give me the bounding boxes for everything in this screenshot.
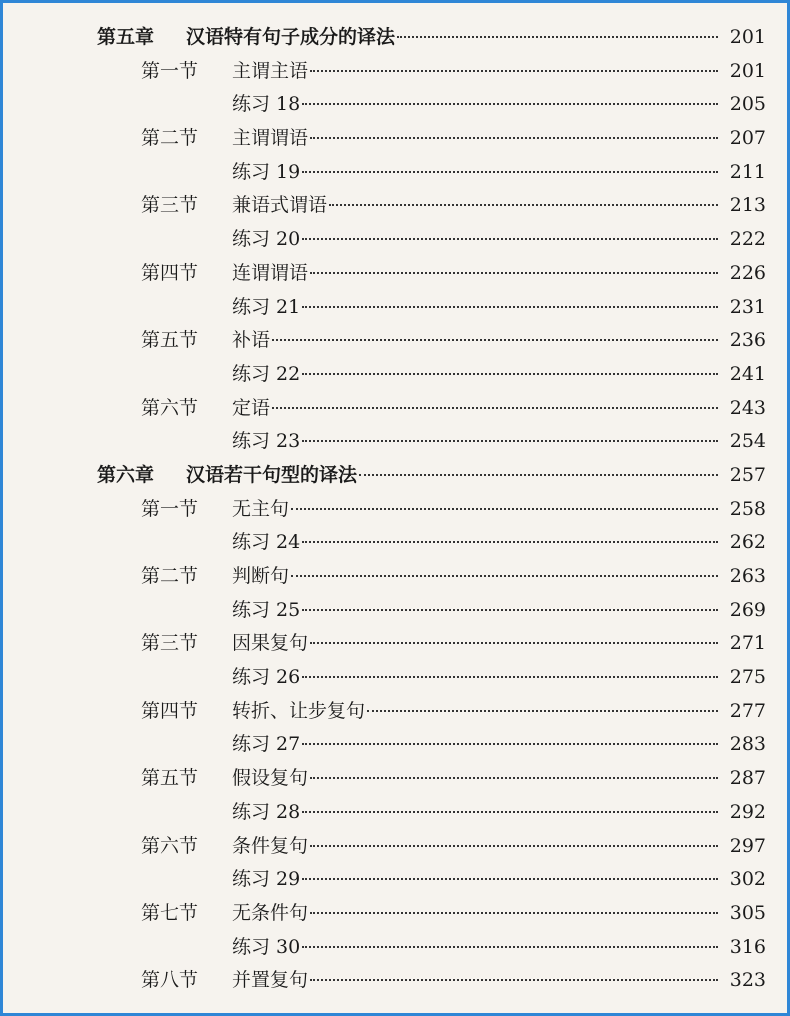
entry-title-line bbox=[186, 459, 724, 493]
dot-leader bbox=[302, 743, 718, 745]
entry-title-line bbox=[232, 728, 724, 762]
entry-title: 主谓谓语 bbox=[232, 127, 309, 150]
dot-leader bbox=[310, 70, 718, 72]
section-number: 第七节 bbox=[141, 901, 199, 924]
entry-title: 练习 18 bbox=[232, 93, 301, 116]
dot-leader bbox=[302, 676, 718, 678]
toc-entry-section bbox=[0, 560, 790, 594]
dot-leader bbox=[310, 777, 718, 779]
toc-entry-exercise bbox=[0, 796, 790, 830]
entry-title-line bbox=[232, 560, 724, 594]
toc-entry-section bbox=[0, 627, 790, 661]
toc-entry-section bbox=[0, 122, 790, 156]
dot-leader bbox=[310, 912, 718, 914]
entry-title: 转折、让步复句 bbox=[232, 699, 366, 722]
entry-title-line bbox=[232, 425, 724, 459]
page-number: 243 bbox=[729, 396, 766, 419]
page-number: 263 bbox=[729, 565, 766, 587]
page-number: 258 bbox=[729, 497, 766, 520]
toc-entry-exercise bbox=[0, 156, 790, 190]
toc-entry-exercise bbox=[0, 863, 790, 897]
toc-entry-exercise bbox=[0, 594, 790, 628]
chapter-number: 第五章 bbox=[97, 26, 155, 48]
entry-title: 定语 bbox=[232, 396, 271, 419]
page-number: 254 bbox=[729, 430, 766, 453]
page-number: 287 bbox=[729, 767, 766, 790]
entry-title: 无条件句 bbox=[232, 901, 309, 924]
toc-entry-section bbox=[0, 55, 790, 89]
entry-title: 练习 26 bbox=[232, 666, 301, 689]
entry-title: 汉语特有句子成分的译法 bbox=[186, 26, 396, 48]
entry-title-line bbox=[232, 897, 724, 931]
entry-title: 练习 21 bbox=[232, 295, 301, 318]
entry-title: 并置复句 bbox=[232, 969, 309, 992]
toc-entry-exercise bbox=[0, 931, 790, 965]
section-number: 第四节 bbox=[141, 261, 199, 284]
section-number: 第三节 bbox=[141, 632, 199, 655]
entry-title-line bbox=[232, 324, 724, 358]
toc-entry-section bbox=[0, 493, 790, 527]
page-number: 211 bbox=[729, 160, 766, 183]
entry-title: 假设复句 bbox=[232, 767, 309, 790]
entry-title: 因果复句 bbox=[232, 632, 309, 655]
toc-entry-section bbox=[0, 324, 790, 358]
section-number: 第一节 bbox=[141, 59, 199, 82]
toc-entry-section bbox=[0, 762, 790, 796]
entry-title-line bbox=[232, 863, 724, 897]
page-number: 222 bbox=[729, 228, 766, 251]
entry-title: 练习 28 bbox=[232, 800, 301, 823]
dot-leader bbox=[302, 306, 718, 308]
section-number: 第一节 bbox=[141, 497, 199, 520]
dot-leader bbox=[302, 811, 718, 813]
toc-entry-chapter bbox=[0, 459, 790, 493]
entry-title: 练习 23 bbox=[232, 430, 301, 453]
entry-title-line bbox=[232, 223, 724, 257]
entry-title: 练习 24 bbox=[232, 531, 301, 554]
entry-title-line bbox=[232, 627, 724, 661]
page-number: 305 bbox=[729, 901, 766, 924]
page-number: 201 bbox=[729, 26, 766, 48]
dot-leader bbox=[302, 103, 718, 105]
entry-title: 练习 25 bbox=[232, 598, 301, 621]
entry-title-line bbox=[232, 762, 724, 796]
entry-title-line bbox=[232, 156, 724, 190]
page-number: 292 bbox=[729, 800, 766, 823]
dot-leader bbox=[291, 508, 718, 510]
section-number: 第二节 bbox=[141, 565, 199, 587]
page-number: 207 bbox=[729, 127, 766, 150]
dot-leader bbox=[302, 238, 718, 240]
section-number: 第六节 bbox=[141, 834, 199, 857]
page-number: 297 bbox=[729, 834, 766, 857]
section-number: 第二节 bbox=[141, 127, 199, 150]
toc-entry-section bbox=[0, 964, 790, 998]
page-number: 269 bbox=[729, 598, 766, 621]
toc-entry-exercise bbox=[0, 358, 790, 392]
toc-entry-section bbox=[0, 830, 790, 864]
entry-title-line bbox=[232, 661, 724, 695]
dot-leader bbox=[302, 541, 718, 543]
dot-leader bbox=[397, 36, 718, 38]
page-number: 302 bbox=[729, 868, 766, 891]
dot-leader bbox=[310, 137, 718, 139]
dot-leader bbox=[302, 609, 718, 611]
entry-title: 练习 22 bbox=[232, 362, 301, 385]
entry-title-line bbox=[232, 88, 724, 122]
toc-entry-section bbox=[0, 695, 790, 729]
entry-title: 汉语若干句型的译法 bbox=[186, 463, 358, 486]
dot-leader bbox=[302, 878, 718, 880]
page-number: 231 bbox=[729, 295, 766, 318]
chapter-number: 第六章 bbox=[97, 463, 155, 486]
dot-leader bbox=[291, 575, 718, 577]
toc-entry-exercise bbox=[0, 661, 790, 695]
section-number: 第三节 bbox=[141, 194, 199, 217]
toc-entry-exercise bbox=[0, 425, 790, 459]
entry-title-line bbox=[232, 964, 724, 998]
entry-title-line bbox=[232, 291, 724, 325]
toc-entry-chapter bbox=[0, 21, 790, 55]
page-number: 262 bbox=[729, 531, 766, 554]
dot-leader bbox=[272, 339, 718, 341]
entry-title-line bbox=[232, 122, 724, 156]
entry-title-line bbox=[232, 358, 724, 392]
entry-title: 无主句 bbox=[232, 497, 290, 520]
page-number: 277 bbox=[729, 699, 766, 722]
page-number: 271 bbox=[729, 632, 766, 655]
table-of-contents bbox=[0, 21, 790, 998]
section-number: 第五节 bbox=[141, 329, 199, 352]
page-number: 226 bbox=[729, 261, 766, 284]
toc-entry-section bbox=[0, 257, 790, 291]
page-number: 275 bbox=[729, 666, 766, 689]
section-number: 第六节 bbox=[141, 396, 199, 419]
entry-title-line bbox=[232, 931, 724, 965]
entry-title-line bbox=[232, 189, 724, 223]
entry-title: 练习 19 bbox=[232, 160, 301, 183]
dot-leader bbox=[310, 979, 718, 981]
dot-leader bbox=[310, 272, 718, 274]
entry-title: 条件复句 bbox=[232, 834, 309, 857]
page-number: 316 bbox=[729, 935, 766, 958]
entry-title-line bbox=[232, 695, 724, 729]
section-number: 第五节 bbox=[141, 767, 199, 790]
dot-leader bbox=[302, 373, 718, 375]
dot-leader bbox=[302, 946, 718, 948]
page-number: 236 bbox=[729, 329, 766, 352]
dot-leader bbox=[302, 171, 718, 173]
entry-title-line bbox=[186, 21, 724, 55]
dot-leader bbox=[302, 440, 718, 442]
entry-title: 连谓谓语 bbox=[232, 261, 309, 284]
entry-title-line bbox=[232, 526, 724, 560]
entry-title: 练习 20 bbox=[232, 228, 301, 251]
page-number: 323 bbox=[729, 969, 766, 992]
toc-entry-section bbox=[0, 189, 790, 223]
page-number: 283 bbox=[729, 733, 766, 756]
entry-title: 主谓主语 bbox=[232, 59, 309, 82]
dot-leader bbox=[359, 474, 718, 476]
entry-title-line bbox=[232, 594, 724, 628]
page-number: 241 bbox=[729, 362, 766, 385]
entry-title: 练习 30 bbox=[232, 935, 301, 958]
toc-entry-exercise bbox=[0, 526, 790, 560]
dot-leader bbox=[329, 204, 718, 206]
toc-entry-exercise bbox=[0, 291, 790, 325]
entry-title: 补语 bbox=[232, 329, 271, 352]
entry-title: 练习 27 bbox=[232, 733, 301, 756]
toc-entry-exercise bbox=[0, 223, 790, 257]
entry-title-line bbox=[232, 796, 724, 830]
dot-leader bbox=[310, 845, 718, 847]
entry-title-line bbox=[232, 392, 724, 426]
dot-leader bbox=[367, 710, 718, 712]
entry-title: 练习 29 bbox=[232, 868, 301, 891]
entry-title-line bbox=[232, 257, 724, 291]
section-number: 第四节 bbox=[141, 699, 199, 722]
entry-title: 判断句 bbox=[232, 565, 290, 587]
entry-title-line bbox=[232, 830, 724, 864]
page-number: 257 bbox=[729, 463, 766, 486]
toc-entry-exercise bbox=[0, 728, 790, 762]
toc-entry-section bbox=[0, 392, 790, 426]
entry-title: 兼语式谓语 bbox=[232, 194, 328, 217]
page-number: 205 bbox=[729, 93, 766, 116]
entry-title-line bbox=[232, 55, 724, 89]
entry-title-line bbox=[232, 493, 724, 527]
page-number: 213 bbox=[729, 194, 766, 217]
section-number: 第八节 bbox=[141, 969, 199, 992]
toc-entry-section bbox=[0, 897, 790, 931]
dot-leader bbox=[310, 642, 718, 644]
toc-entry-exercise bbox=[0, 88, 790, 122]
dot-leader bbox=[272, 407, 718, 409]
page-number: 201 bbox=[729, 59, 766, 82]
